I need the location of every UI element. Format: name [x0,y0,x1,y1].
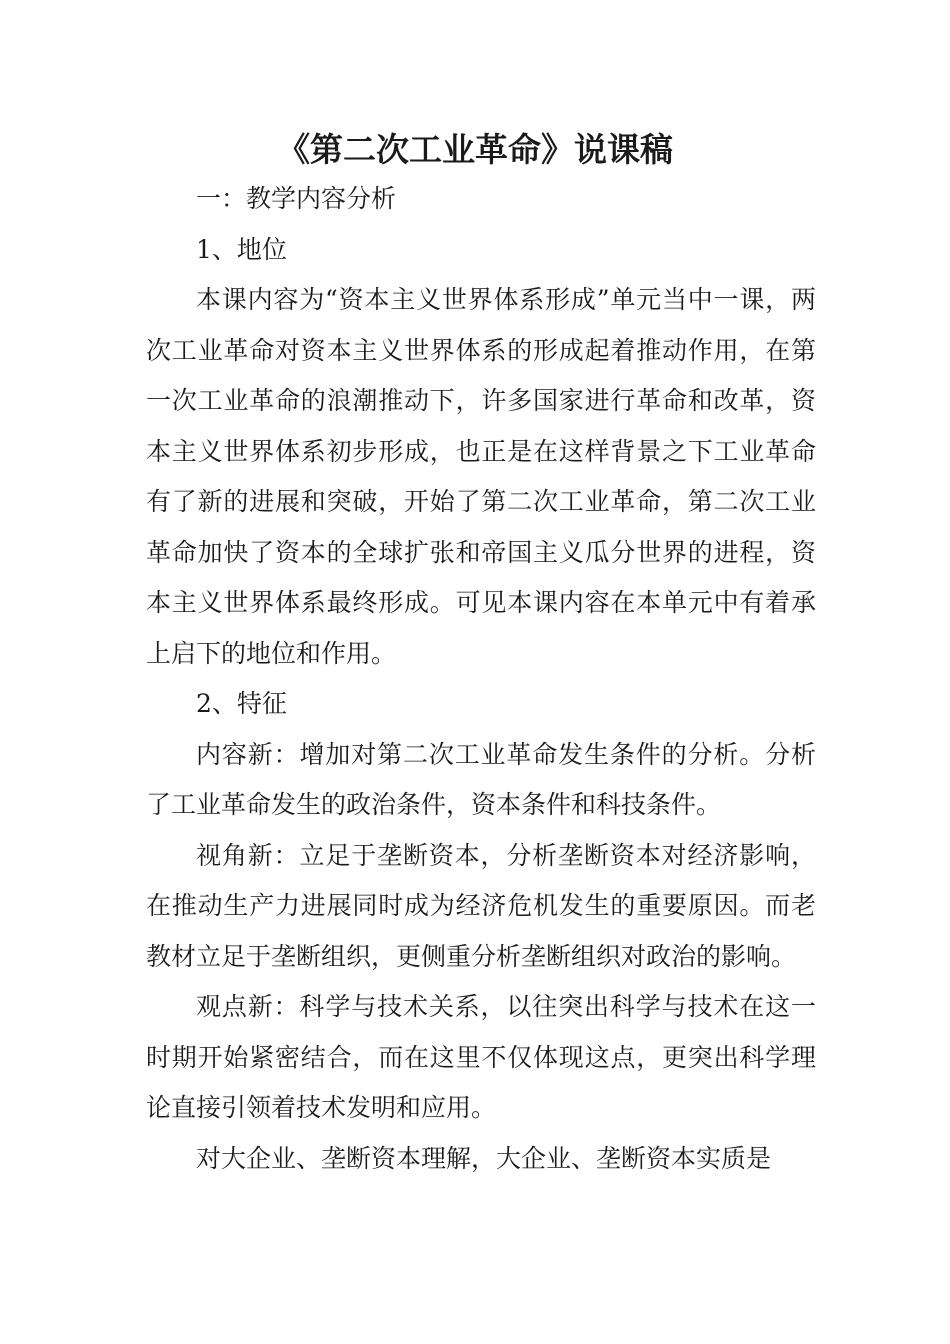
subheading-features: 2、特征 [196,689,287,718]
paragraph-large-enterprises: 对大企业、垄断资本理解，大企业、垄断资本实质是 [196,1143,772,1173]
paragraph-position: 本课内容为“资本主义世界体系形成”单元当中一课，两次工业革命对资本主义世界体系的形成起着推动作用，在第一次工业革命的浪潮推动下，许多国家进行革命和改革，资本主义世界体系初步形成，也正是在这样背景之下工业革命有了新的进展和突破，开始了第二次工业革命，第二次工业革命加快了资本的全球扩张和帝国主义瓜分世界的进程，资本主义世界体系最终形成。可见本课内容在本单元中有着承上启下的地位和作用。 [146,285,816,668]
document-body [146,174,816,1184]
subheading-position: 1、地位 [196,234,287,264]
paragraph-new-content: 内容新：增加对第二次工业革命发生条件的分析。分析了工业革命发生的政治条件，资本条件和科技条件。 [146,739,816,819]
document-title: 《第二次工业革命》说课稿 [277,130,673,169]
paragraph-new-perspective: 视角新：立足于垄断资本，分析垄断资本对经济影响，在推动生产力进展同时成为经济危机发生的重要原因。而老教材立足于垄断组织，更侧重分析垄断组织对政治的影响。 [146,840,816,971]
section-heading-teaching-content-analysis: 一：教学内容分析 [196,184,397,213]
paragraph-new-viewpoint: 观点新：科学与技术关系，以往突出科学与技术在这一时期开始紧密结合，而在这里不仅体现这点，更突出科学理论直接引领着技术发明和应用。 [146,992,816,1122]
